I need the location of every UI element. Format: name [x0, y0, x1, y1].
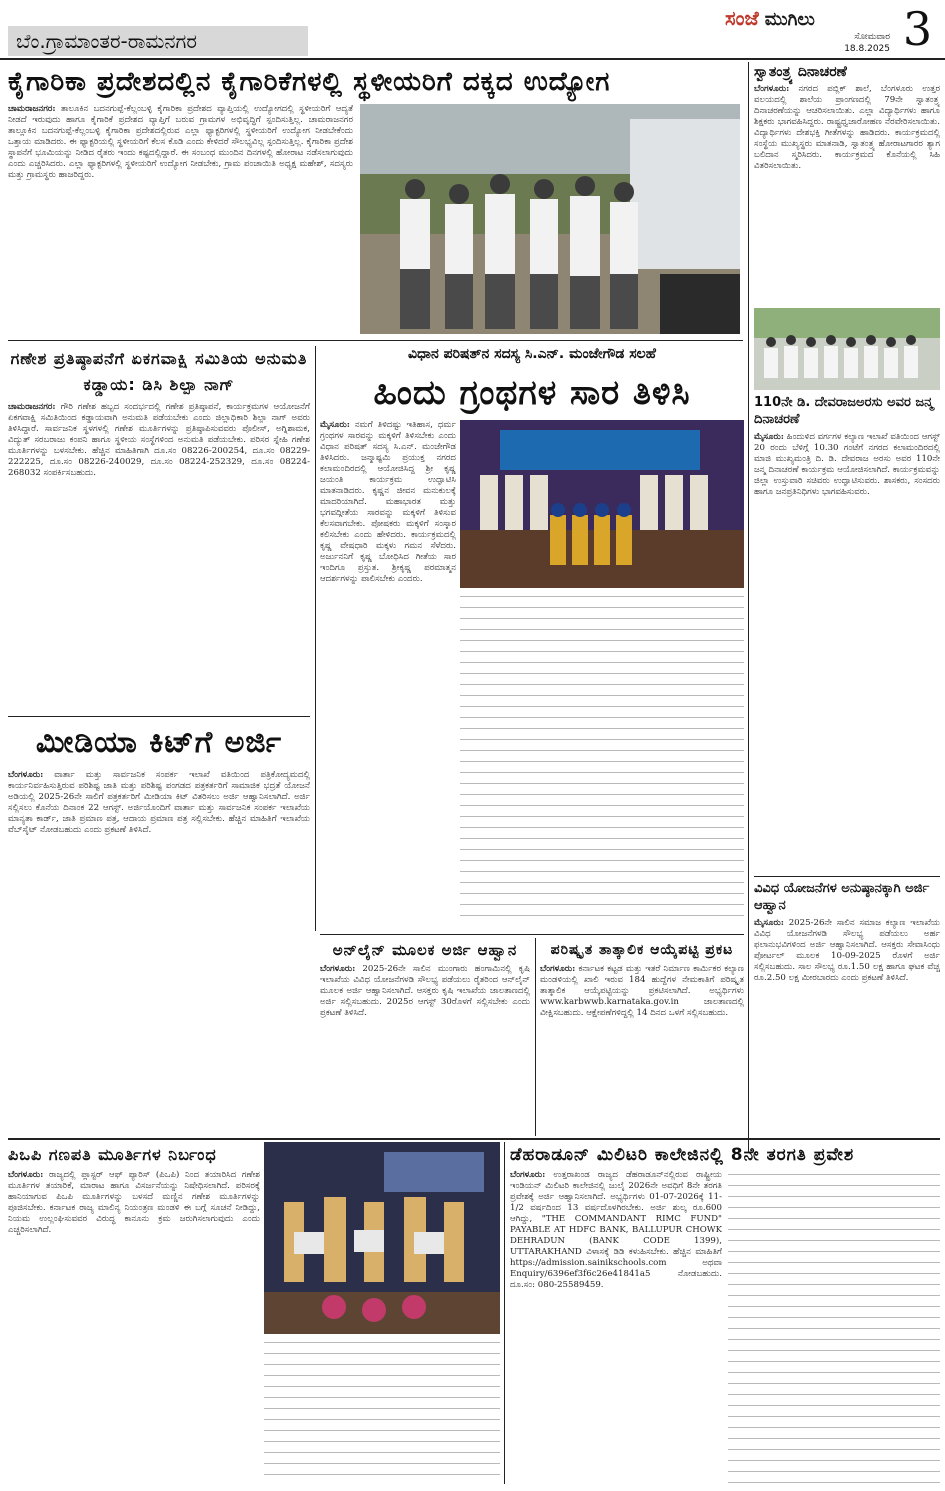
headline-a6: ಪರಿಷ್ಕೃತ ತಾತ್ಕಾಲಿಕ ಆಯ್ಕೆಪಟ್ಟಿ ಪ್ರಕಟ	[550, 942, 734, 958]
photo-school-independence-day	[754, 308, 940, 390]
headline-a5: ಅನ್‌ಲೈನ್ ಮೂಲಕ ಅರ್ಜಿ ಆಹ್ವಾನ	[332, 941, 518, 959]
headline-a7: ಪಿಒಪಿ ಗಣಪತಿ ಮೂರ್ತಿಗಳ ನಿರ್ಬಂಧ	[8, 1145, 217, 1164]
sidebar-title-2: 110ನೇ ಡಿ. ದೇವರಾಜಅರಸು ಅವರ ಜನ್ಮ ದಿನಾಚರಣೆ	[754, 395, 934, 427]
dateline: ಬೆಂಗಳೂರು:	[540, 964, 576, 974]
article-text: ತಾಲೂಕಿನ ಬದನಗುಪ್ಪೆ-ಕೆಲ್ಲಂಬಳ್ಳಿ ಕೈಗಾರಿಕಾ ಪ್ರದೇಶದ ವ್ಯಾಪ್ತಿಯಲ್ಲಿ ಉದ್ಯೋಗದಲ್ಲಿ ಸ್ಥಳೀಯರಿಗೆ ಆದ್ಯತೆ ನೀಡದೆ ಇರುವುದು ಹಾಗೂ ಕೈಗಾರಿಕೆ ಪ್ರದೇಶದ ವ್ಯಾಪ್ತಿಗೆ ಬರುವ ಗ್ರಾಮಗಳ ಅಭಿವೃದ್ಧಿಗೆ ಸ್ಪಂದಿಸುತ್ತಿಲ್ಲ. ಚಾಮರಾಜನಗರ ತಾಲ್ಲೂಕಿನ ಬದನಗುಪ್ಪೆ-ಕೆಲ್ಲಂಬಳ್ಳಿ ಕೈಗಾರಿಕಾ ಪ್ರದೇಶದಲ್ಲಿರುವ ಎಲ್ಲಾ ಫ್ಯಾಕ್ಟರಿಗಳಲ್ಲಿ ಸ್ಥಳೀಯರಿಗೆ ಉದ್ಯೋಗ ನೀಡಬೇಕೆಂದು ಒತ್ತಾಯ ಮಾಡಿದರು. ಈ ಫ್ಯಾಕ್ಟರಿಯಲ್ಲಿ ಸ್ಥಳೀಯರಿಗೆ ಕೆಲಸ ಕೊಡಿ ಎಂದು ಕೇಳಿದರೆ ಸೌಲಭ್ಯವಿಲ್ಲ ಸ್ಪಂದಿಸುತ್ತಿಲ್ಲ. ಕೈಗಾರಿಕಾ ಪ್ರದೇಶ ಸ್ಥಾಪನೆಗೆ ಭೂಮಿಯನ್ನು ನೀಡಿದ ರೈತರು ಇಂದು ಕಷ್ಟದಲ್ಲಿದ್ದಾರೆ. ಈ ಸಂಬಂಧ ಮುಂದಿನ ದಿನಗಳಲ್ಲಿ ಹೋರಾಟ ನಡೆಸಲಾಗುವುದು ಎಂದು ಎಚ್ಚರಿಸಿದರು. ಎಲ್ಲಾ ಫ್ಯಾಕ್ಟರಿಗಳಲ್ಲಿ ಸ್ಥಳೀಯರಿಗೆ ಉದ್ಯೋಗ ನೀಡಬೇಕು, ಗ್ರಾಮ ಪಂಚಾಯಿತಿ ಅಧ್ಯಕ್ಷ ಮಹೇಶ್, ಸದಸ್ಯರು ಮತ್ತು ಗ್ರಾಮಸ್ಥರು ಹಾಜರಿದ್ದರು.	[8, 104, 353, 180]
header-rule	[0, 58, 945, 60]
dateline: ಚಾಮರಾಜನಗರ:	[8, 402, 56, 412]
article-a3-body	[320, 420, 456, 925]
issue-day: ಸೋಮವಾರ	[854, 32, 890, 42]
article-a8-body-cont	[728, 1170, 940, 1484]
article-a4-body	[8, 770, 310, 1132]
dateline: ಚಾಮರಾಜನಗರ:	[8, 104, 56, 114]
logo-part-1: ಸಂಜೆ	[725, 6, 759, 30]
divider	[320, 934, 744, 935]
headline-a2: ಗಣೇಶ ಪ್ರತಿಷ್ಠಾಪನೆಗೆ ಏಕಗವಾಕ್ಷಿ ಸಮಿತಿಯ ಅನುಮತಿ ಕಡ್ಡಾಯ: ಡಿಸಿ ಶಿಲ್ಪಾ ನಾಗ್	[10, 349, 308, 394]
divider	[8, 340, 743, 341]
dateline: ಬೆಂಗಳೂರು:	[510, 1170, 546, 1180]
column-divider	[504, 1142, 505, 1484]
divider	[754, 876, 940, 877]
article-a1-body	[8, 104, 353, 332]
article-text: ಕರ್ನಾಟಕ ಕಟ್ಟಡ ಮತ್ತು ಇತರೆ ನಿರ್ಮಾಣ ಕಾರ್ಮಿಕರ ಕಲ್ಯಾಣ ಮಂಡಳಿಯಲ್ಲಿ ಖಾಲಿ ಇರುವ 184 ಹುದ್ದೆಗಳ ನೇಮಕಾತಿಗೆ ಪರಿಷ್ಕೃತ ತಾತ್ಕಾಲಿಕ ಆಯ್ಕೆಪಟ್ಟಿಯನ್ನು ಪ್ರಕಟಿಸಲಾಗಿದೆ. ಅಭ್ಯರ್ಥಿಗಳು www.karbwwb.karnataka.gov.in ಜಾಲತಾಣದಲ್ಲಿ ವೀಕ್ಷಿಸಬಹುದು. ಆಕ್ಷೇಪಣೆಗಳಿದ್ದಲ್ಲಿ 14 ದಿನದ ಒಳಗೆ ಸಲ್ಲಿಸಬಹುದು.	[540, 964, 744, 1018]
column-divider	[535, 938, 536, 1136]
newspaper-logo	[725, 6, 890, 54]
article-text: ರಾಜ್ಯದಲ್ಲಿ ಪ್ಲಾಸ್ಟರ್ ಆಫ್ ಪ್ಯಾರಿಸ್ (ಪಿಒಪಿ) ನಿಂದ ತಯಾರಿಸಿದ ಗಣೇಶ ಮೂರ್ತಿಗಳ ತಯಾರಿಕೆ, ಮಾರಾಟ ಹಾಗೂ ವಿಸರ್ಜನೆಯನ್ನು ನಿಷೇಧಿಸಲಾಗಿದೆ. ಪರಿಸರಕ್ಕೆ ಹಾನಿಯಾಗುವ ಪಿಒಪಿ ಮೂರ್ತಿಗಳನ್ನು ಬಳಸದೆ ಮಣ್ಣಿನ ಗಣೇಶ ಮೂರ್ತಿಗಳನ್ನು ಪೂಜಿಸಬೇಕು. ಕರ್ನಾಟಕ ರಾಜ್ಯ ಮಾಲಿನ್ಯ ನಿಯಂತ್ರಣ ಮಂಡಳಿ ಈ ಬಗ್ಗೆ ಸೂಚನೆ ನೀಡಿದ್ದು, ನಿಯಮ ಉಲ್ಲಂಘಿಸುವವರ ವಿರುದ್ಧ ಕಾನೂನು ಕ್ರಮ ಜರುಗಿಸಲಾಗುವುದು ಎಂದು ಎಚ್ಚರಿಸಲಾಗಿದೆ.	[8, 1170, 260, 1235]
dateline: ಬೆಂಗಳೂರು:	[320, 964, 356, 974]
dateline: ಬೆಂಗಳೂರು:	[754, 84, 790, 94]
article-a8-body	[510, 1170, 722, 1484]
text-continuation	[264, 1338, 500, 1484]
article-a2-body	[8, 402, 310, 712]
dateline: ಬೆಂಗಳೂರು:	[8, 1170, 44, 1180]
divider	[8, 716, 310, 717]
sidebar-article-1	[754, 84, 940, 306]
article-a5-body	[320, 964, 530, 1136]
article-text: ನಗರದ ಪಬ್ಲಿಕ್ ಶಾಲೆ, ಬೆಂಗಳೂರು ಉತ್ತರ ವಲಯದಲ್ಲಿ ಶಾಲೆಯ ಪ್ರಾಂಗಣದಲ್ಲಿ 79ನೇ ಸ್ವಾತಂತ್ರ್ಯ ದಿನಾಚರಣೆಯನ್ನು ಆಚರಿಸಲಾಯಿತು. ಎಲ್ಲಾ ವಿದ್ಯಾರ್ಥಿಗಳು ಹಾಗೂ ಶಿಕ್ಷಕರು ಭಾಗವಹಿಸಿದ್ದರು. ರಾಷ್ಟ್ರಧ್ವಜಾರೋಹಣ ನೆರವೇರಿಸಲಾಯಿತು. ವಿದ್ಯಾರ್ಥಿಗಳು ದೇಶಭಕ್ತಿ ಗೀತೆಗಳನ್ನು ಹಾಡಿದರು. ಕಾರ್ಯಕ್ರಮದಲ್ಲಿ ಸಂಸ್ಥೆಯ ಮುಖ್ಯಸ್ಥರು ಮಾತನಾಡಿ, ಸ್ವಾತಂತ್ರ್ಯ ಹೋರಾಟಗಾರರ ತ್ಯಾಗ ಬಲಿದಾನ ಸ್ಮರಿಸಿದರು. ಕಾರ್ಯಕ್ರಮದ ಕೊನೆಯಲ್ಲಿ ಸಿಹಿ ವಿತರಿಸಲಾಯಿತು.	[754, 84, 940, 171]
article-text: ಗೌರಿ ಗಣೇಶ ಹಬ್ಬದ ಸಂದರ್ಭದಲ್ಲಿ ಗಣೇಶ ಪ್ರತಿಷ್ಠಾಪನೆ, ಕಾರ್ಯಕ್ರಮಗಳ ಆಯೋಜನೆಗೆ ಏಕಗವಾಕ್ಷಿ ಸಮಿತಿಯಿಂದ ಕಡ್ಡಾಯವಾಗಿ ಅನುಮತಿ ಪಡೆಯಬೇಕು ಎಂದು ಜಿಲ್ಲಾಧಿಕಾರಿ ಶಿಲ್ಪಾ ನಾಗ್ ಅವರು ತಿಳಿಸಿದ್ದಾರೆ. ಸಾರ್ವಜನಿಕ ಸ್ಥಳಗಳಲ್ಲಿ ಗಣೇಶ ಮೂರ್ತಿಗಳನ್ನು ಪ್ರತಿಷ್ಠಾಪಿಸುವವರು ಪೊಲೀಸ್, ಅಗ್ನಿಶಾಮಕ, ವಿದ್ಯುತ್ ಸರಬರಾಜು ಕಂಪನಿ ಹಾಗೂ ಸ್ಥಳೀಯ ಸಂಸ್ಥೆಗಳಿಂದ ಅನುಮತಿ ಪಡೆಯಬೇಕು. ಪರಿಸರ ಸ್ನೇಹಿ ಗಣೇಶ ಮೂರ್ತಿಗಳನ್ನು ಬಳಸಬೇಕು. ಹೆಚ್ಚಿನ ಮಾಹಿತಿಗಾಗಿ ದೂ.ಸಂ 08226-200254, ದೂ.ಸಂ 08229-222225, ದೂ.ಸಂ 08226-240029, ದೂ.ಸಂ 08224-252329, ದೂ.ಸಂ 08224-268032 ಸಂಪರ್ಕಿಸಬಹುದು.	[8, 402, 310, 478]
headline-a8: ಡೆಹರಾಡೂನ್ ಮಿಲಿಟರಿ ಕಾಲೇಜಿನಲ್ಲಿ 8ನೇ ತರಗತಿ ಪ್ರವೇಶ	[510, 1145, 855, 1165]
text-continuation	[728, 1170, 940, 1484]
page-number: 3	[902, 2, 933, 56]
dateline: ಬೆಂಗಳೂರು:	[8, 770, 44, 780]
article-text: ಉತ್ತರಾಖಂಡ ರಾಜ್ಯದ ಡೆಹರಾಡೂನ್‌ನಲ್ಲಿರುವ ರಾಷ್ಟ್ರೀಯ ಇಂಡಿಯನ್ ಮಿಲಿಟರಿ ಕಾಲೇಜಿನಲ್ಲಿ ಜುಲೈ 2026ನೇ ಅವಧಿಗೆ 8ನೇ ತರಗತಿ ಪ್ರವೇಶಕ್ಕೆ ಅರ್ಜಿ ಆಹ್ವಾನಿಸಲಾಗಿದೆ. ಅಭ್ಯರ್ಥಿಗಳು 01-07-2026ಕ್ಕೆ 11-1/2 ವರ್ಷದಿಂದ 13 ವರ್ಷದೊಳಗಿರಬೇಕು. ಅರ್ಜಿ ಶುಲ್ಕ ರೂ.600 ಆಗಿದ್ದು, "THE COMMANDANT RIMC FUND" PAYABLE AT HDFC BANK, BALLUPUR CHOWK DEHRADUN (BANK CODE 1399), UTTARAKHAND ವಿಳಾಸಕ್ಕೆ ಡಿಡಿ ಕಳುಹಿಸಬೇಕು. ಹೆಚ್ಚಿನ ಮಾಹಿತಿಗೆ https://admission.sainikschools.com ಅಥವಾ Enquiry/6396ef3f6c26e41841a5 ನೋಡಬಹುದು. ದೂ.ಸಂ: 080-25589459.	[510, 1170, 722, 1290]
article-a6-body	[540, 964, 744, 1136]
article-text: ವಾರ್ತಾ ಮತ್ತು ಸಾರ್ವಜನಿಕ ಸಂಪರ್ಕ ಇಲಾಖೆ ವತಿಯಿಂದ ಪತ್ರಿಕೋದ್ಯಮದಲ್ಲಿ ಕಾರ್ಯನಿರ್ವಹಿಸುತ್ತಿರುವ ಪರಿಶಿಷ್ಟ ಜಾತಿ ಮತ್ತು ಪರಿಶಿಷ್ಟ ಪಂಗಡದ ಪತ್ರಕರ್ತರಿಗೆ ಸಾಮಾಜಿಕ ಭದ್ರತೆ ಯೋಜನೆ ಅಡಿಯಲ್ಲಿ 2025-26ನೇ ಸಾಲಿಗೆ ಪತ್ರಕರ್ತರಿಗೆ ಮೀಡಿಯಾ ಕಿಟ್ ವಿತರಿಸಲು ಅರ್ಜಿ ಆಹ್ವಾನಿಸಲಾಗಿದೆ. ಅರ್ಜಿ ಸಲ್ಲಿಸಲು ಕೊನೆಯ ದಿನಾಂಕ 22 ಆಗಸ್ಟ್. ಅರ್ಜಿಯೊಂದಿಗೆ ವಾರ್ತಾ ಮತ್ತು ಸಾರ್ವಜನಿಕ ಸಂಪರ್ಕ ಇಲಾಖೆಯ ಮಾನ್ಯತಾ ಕಾರ್ಡ್, ಜಾತಿ ಪ್ರಮಾಣ ಪತ್ರ, ಆದಾಯ ಪ್ರಮಾಣ ಪತ್ರ ಸಲ್ಲಿಸಬೇಕು. ಹೆಚ್ಚಿನ ಮಾಹಿತಿಗೆ ಇಲಾಖೆಯ ವೆಬ್‌ಸೈಟ್ ನೋಡಬಹುದು ಎಂದು ಪ್ರಕಟಣೆ ತಿಳಿಸಿದೆ.	[8, 770, 310, 835]
issue-date: 18.8.2025	[844, 44, 890, 54]
article-text: 2025-26ನೇ ಸಾಲಿನ ಮುಂಗಾರು ಹಂಗಾಮಿನಲ್ಲಿ ಕೃಷಿ ಇಲಾಖೆಯ ವಿವಿಧ ಯೋಜನೆಗಳಡಿ ಸೌಲಭ್ಯ ಪಡೆಯಲು ರೈತರಿಂದ ಆನ್‌ಲೈನ್ ಮೂಲಕ ಅರ್ಜಿ ಆಹ್ವಾನಿಸಲಾಗಿದೆ. ಆಸಕ್ತರು ಕೃಷಿ ಇಲಾಖೆಯ ಜಾಲತಾಣದಲ್ಲಿ ಅರ್ಜಿ ಸಲ್ಲಿಸಬಹುದು. 2025ರ ಆಗಸ್ಟ್ 30ರೊಳಗೆ ಸಲ್ಲಿಸಬೇಕು ಎಂದು ಪ್ರಕಟಣೆ ತಿಳಿಸಿದೆ.	[320, 964, 530, 1018]
photo-krishna-jayanti-event	[460, 420, 744, 588]
column-divider	[315, 346, 316, 931]
kicker-a3: ವಿಧಾನ ಪರಿಷತ್‌ನ ಸದಸ್ಯ ಸಿ.ಎನ್. ಮಂಜೇಗೌಡ ಸಲಹೆ	[407, 346, 656, 362]
article-text: 2025-26ನೇ ಸಾಲಿನ ಸಮಾಜ ಕಲ್ಯಾಣ ಇಲಾಖೆಯ ವಿವಿಧ ಯೋಜನೆಗಳಡಿ ಸೌಲಭ್ಯ ಪಡೆಯಲು ಅರ್ಹ ಫಲಾನುಭವಿಗಳಿಂದ ಅರ್ಜಿ ಆಹ್ವಾನಿಸಲಾಗಿದೆ. ಆಸಕ್ತರು ಸೇವಾಸಿಂಧು ಪೋರ್ಟಲ್ ಮೂಲಕ 10-09-2025 ರೊಳಗೆ ಅರ್ಜಿ ಸಲ್ಲಿಸಬಹುದು. ಸಾಲ ಸೌಲಭ್ಯ ರೂ.1.50 ಲಕ್ಷ ಹಾಗೂ ಘಟಕ ವೆಚ್ಚ ರೂ.2.50 ಲಕ್ಷ ಮೀರಬಾರದು ಎಂದು ಪ್ರಕಟಣೆ ತಿಳಿಸಿದೆ.	[754, 918, 940, 983]
headline-a3: ಹಿಂದು ಗ್ರಂಥಗಳ ಸಾರ ತಿಳಿಸಿ	[373, 373, 691, 413]
dateline: ಮೈಸೂರು:	[320, 420, 350, 430]
sidebar-title-1: ಸ್ವಾತಂತ್ರ್ಯ ದಿನಾಚರಣೆ	[754, 64, 847, 80]
headline-a1: ಕೈಗಾರಿಕಾ ಪ್ರದೇಶದಲ್ಲಿನ ಕೈಗಾರಿಕೆಗಳಲ್ಲಿ ಸ್ಥಳೀಯರಿಗೆ ದಕ್ಕದ ಉದ್ಯೋಗ	[8, 67, 611, 97]
article-text: ನಮಗೆ ತಿಳಿದಷ್ಟು ಇತಿಹಾಸ, ಧರ್ಮ ಗ್ರಂಥಗಳ ಸಾರವನ್ನು ಮಕ್ಕಳಿಗೆ ತಿಳಿಸಬೇಕು ಎಂದು ವಿಧಾನ ಪರಿಷತ್ ಸದಸ್ಯ ಸಿ.ಎನ್. ಮಂಜೇಗೌಡ ತಿಳಿಸಿದರು. ಜನ್ಮಾಷ್ಟಮಿ ಪ್ರಯುಕ್ತ ನಗರದ ಕಲಾಮಂದಿರದಲ್ಲಿ ಆಯೋಜಿಸಿದ್ದ ಶ್ರೀ ಕೃಷ್ಣ ಜಯಂತಿ ಕಾರ್ಯಕ್ರಮ ಉದ್ಘಾಟಿಸಿ ಮಾತನಾಡಿದರು. ಕೃಷ್ಣನ ಜೀವನ ಮನುಕುಲಕ್ಕೆ ಮಾದರಿಯಾಗಿದೆ. ಮಹಾಭಾರತ ಮತ್ತು ಭಗವದ್ಗೀತೆಯ ಸಾರವನ್ನು ಮಕ್ಕಳಿಗೆ ತಿಳಿಸುವ ಕೆಲಸವಾಗಬೇಕು. ಪೋಷಕರು ಮಕ್ಕಳಿಗೆ ಸಂಸ್ಕಾರ ಕಲಿಸಬೇಕು ಎಂದು ಹೇಳಿದರು. ಕಾರ್ಯಕ್ರಮದಲ್ಲಿ ಕೃಷ್ಣ ವೇಷಧಾರಿ ಮಕ್ಕಳು ಗಮನ ಸೆಳೆದರು. ಅರ್ಜುನನಿಗೆ ಕೃಷ್ಣ ಬೋಧಿಸಿದ ಗೀತೆಯ ಸಾರ ಇಂದಿಗೂ ಪ್ರಸ್ತುತ. ಶ್ರೀಕೃಷ್ಣ ಪರಮಾತ್ಮನ ಆದರ್ಶಗಳನ್ನು ಪಾಲಿಸಬೇಕು ಎಂದರು.	[320, 420, 456, 584]
section-tag: ಬೆಂ.ಗ್ರಾಮಾಂತರ-ರಾಮನಗರ	[8, 26, 308, 56]
headline-a4: ಮೀಡಿಯಾ ಕಿಟ್‌ಗೆ ಅರ್ಜಿ	[35, 725, 283, 760]
sidebar-title-3: ವಿವಿಧ ಯೋಜನೆಗಳ ಅನುಷ್ಠಾನಕ್ಕಾಗಿ ಅರ್ಜಿ ಆಹ್ವಾನ	[754, 881, 930, 913]
logo-part-2: ಮುಗಿಲು	[764, 9, 815, 30]
dateline: ಮೈಸೂರು:	[754, 432, 784, 442]
bottom-rule	[8, 1138, 940, 1140]
article-a7-body	[8, 1170, 260, 1484]
sidebar-divider	[748, 62, 749, 1152]
sidebar-article-3	[754, 918, 940, 1148]
photo-janmashtami-celebration	[264, 1142, 500, 1334]
article-text: ಹಿಂದುಳಿದ ವರ್ಗಗಳ ಕಲ್ಯಾಣ ಇಲಾಖೆ ವತಿಯಿಂದ ಆಗಸ್ಟ್ 20 ರಂದು ಬೆಳಿಗ್ಗೆ 10.30 ಗಂಟೆಗೆ ನಗರದ ಕಲಾಮಂದಿರದಲ್ಲಿ ಮಾಜಿ ಮುಖ್ಯಮಂತ್ರಿ ದಿ. ಡಿ. ದೇವರಾಜ ಅರಸು ಅವರ 110ನೇ ಜನ್ಮ ದಿನಾಚರಣೆ ಕಾರ್ಯಕ್ರಮ ಆಯೋಜಿಸಲಾಗಿದೆ. ಕಾರ್ಯಕ್ರಮವನ್ನು ಜಿಲ್ಲಾ ಉಸ್ತುವಾರಿ ಸಚಿವರು ಉದ್ಘಾಟಿಸುವರು. ಶಾಸಕರು, ಸಂಸದರು ಹಾಗೂ ಜನಪ್ರತಿನಿಧಿಗಳು ಭಾಗವಹಿಸುವರು.	[754, 432, 940, 497]
dateline: ಮೈಸೂರು:	[754, 918, 784, 928]
article-a7-body-cont	[264, 1338, 500, 1484]
text-continuation	[460, 592, 744, 925]
photo-officials-inspection	[360, 104, 740, 334]
sidebar-article-2	[754, 432, 940, 872]
article-a3-body-cont	[460, 592, 744, 925]
